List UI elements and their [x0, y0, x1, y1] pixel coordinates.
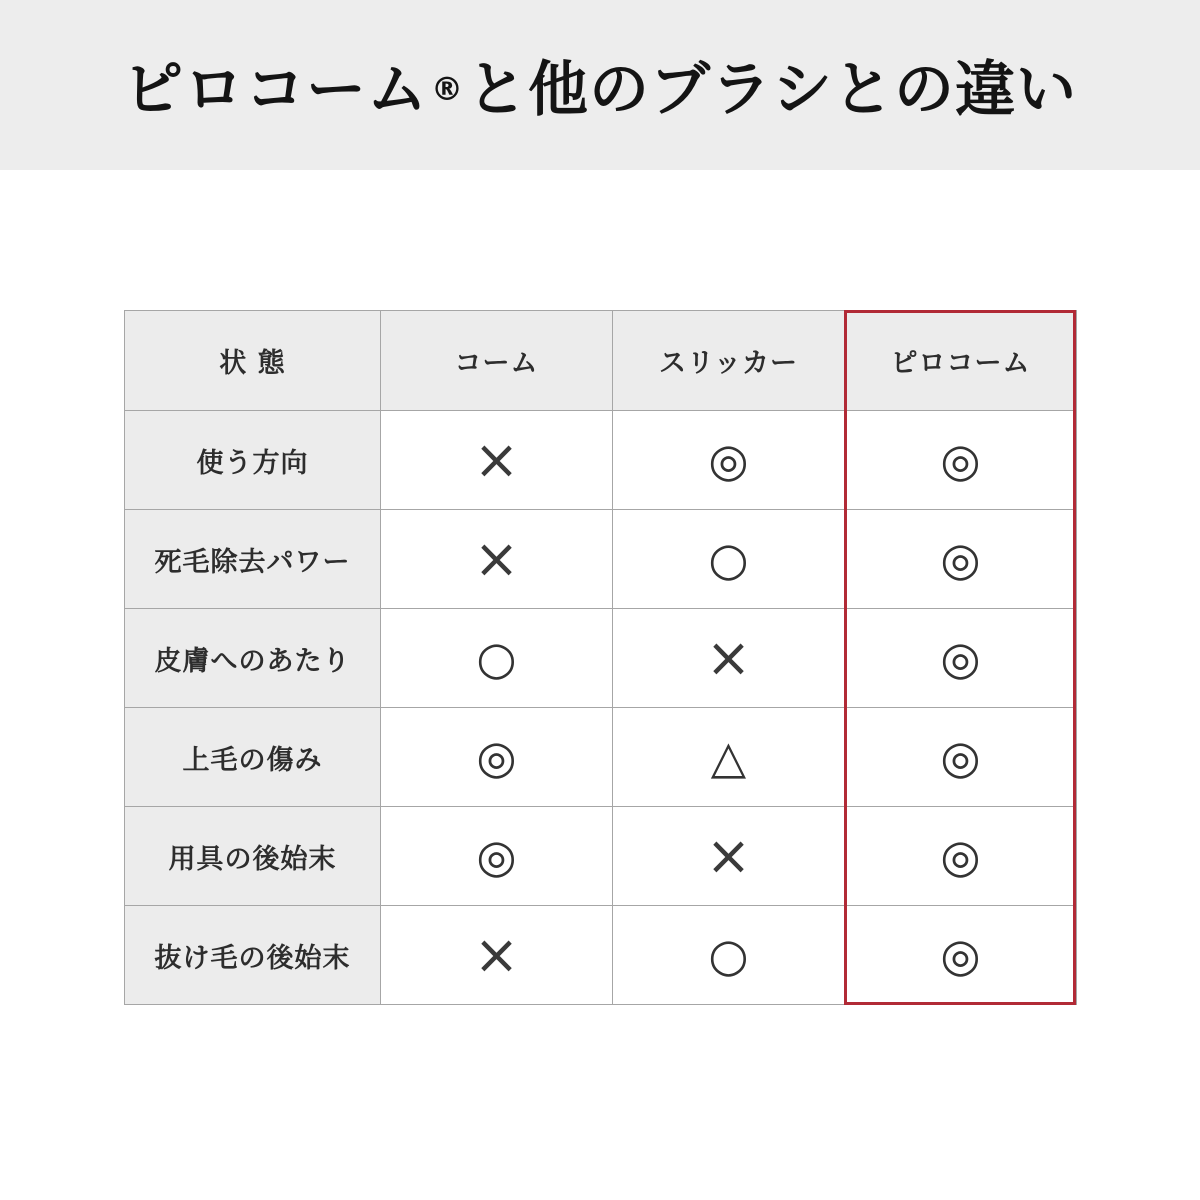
comparison-table-container: [124, 310, 1076, 1005]
row-label: 抜け毛の後始末: [125, 906, 381, 1005]
column-header-comb: コーム: [381, 311, 613, 411]
row-label: 用具の後始末: [125, 807, 381, 906]
table-row: [125, 510, 1077, 609]
rating-cell: ◎: [845, 609, 1077, 708]
rating-cell: ◎: [845, 411, 1077, 510]
row-label: 死毛除去パワー: [125, 510, 381, 609]
rating-cell: ×: [613, 609, 845, 708]
table-row: [125, 411, 1077, 510]
table-row: [125, 807, 1077, 906]
title-banner: [0, 0, 1200, 170]
rating-cell: ◎: [845, 906, 1077, 1005]
rating-cell: ○: [613, 510, 845, 609]
rating-cell: ×: [381, 411, 613, 510]
table-row: [125, 708, 1077, 807]
rating-cell: ◎: [613, 411, 845, 510]
rating-cell: ◎: [381, 708, 613, 807]
table-row: [125, 609, 1077, 708]
row-label: 上毛の傷み: [125, 708, 381, 807]
rating-cell: ×: [381, 906, 613, 1005]
page-title: [123, 42, 1077, 128]
rating-cell: ◎: [845, 510, 1077, 609]
column-header-slicker: スリッカー: [613, 311, 845, 411]
rating-cell: △: [613, 708, 845, 807]
rating-cell: ○: [613, 906, 845, 1005]
comparison-table: [124, 310, 1077, 1005]
rating-cell: ×: [613, 807, 845, 906]
rating-cell: ◎: [845, 708, 1077, 807]
column-header-pirocomb: ピロコーム: [845, 311, 1077, 411]
rating-cell: ◎: [845, 807, 1077, 906]
page-title-text-after: と他のブラシとの違い: [467, 55, 1077, 125]
table-row: [125, 906, 1077, 1005]
header-row: [125, 311, 1077, 411]
column-header-state: 状 態: [125, 311, 381, 411]
rating-cell: ×: [381, 510, 613, 609]
row-label: 皮膚へのあたり: [125, 609, 381, 708]
page-title-text-before: ピロコーム: [123, 55, 428, 125]
row-label: 使う方向: [125, 411, 381, 510]
rating-cell: ○: [381, 609, 613, 708]
rating-cell: ◎: [381, 807, 613, 906]
registered-trademark-icon: ®: [431, 70, 464, 109]
